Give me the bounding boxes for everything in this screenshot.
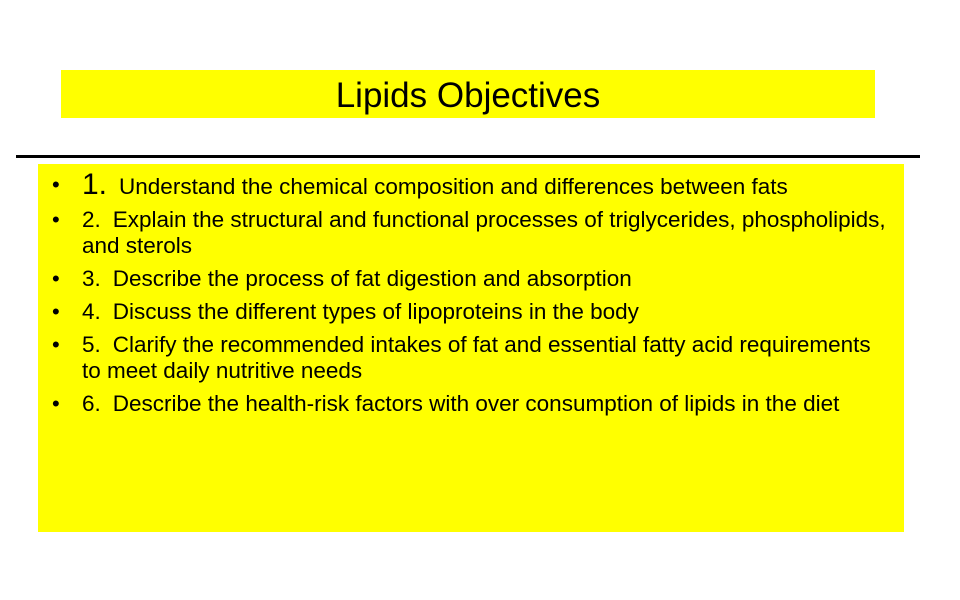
- objective-item-2: [38, 207, 904, 259]
- objective-text: Understand the chemical composition and differences between fats: [119, 174, 788, 199]
- objective-item-4: [38, 299, 904, 325]
- objective-text: Describe the health-risk factors with over consumption of lipids in the diet: [112, 391, 840, 416]
- objective-item-6: [38, 391, 904, 417]
- bullet-icon: •: [52, 391, 60, 416]
- bullet-icon: •: [52, 332, 60, 357]
- objective-text: Explain the structural and functional processes of triglycerides, phospholipids, and sterols: [82, 207, 886, 258]
- objective-number: 6.: [82, 391, 101, 416]
- slide-title: Lipids Objectives: [335, 75, 601, 115]
- bullet-icon: •: [52, 299, 60, 324]
- objective-item-5: [38, 332, 904, 384]
- bullet-icon: •: [52, 266, 60, 291]
- title-divider-rule: [16, 155, 920, 158]
- slide-title-box: [61, 70, 875, 118]
- objective-number: 5.: [82, 332, 101, 357]
- objective-item-3: [38, 266, 904, 292]
- bullet-icon: •: [52, 172, 60, 197]
- objective-number: 1.: [82, 168, 108, 201]
- objective-item-1: [38, 168, 904, 201]
- bullet-icon: •: [52, 207, 60, 232]
- objectives-box: [38, 164, 904, 532]
- objectives-list: [38, 168, 904, 424]
- objective-text: Describe the process of fat digestion and absorption: [112, 266, 632, 291]
- objective-number: 3.: [82, 266, 101, 291]
- objective-text: Discuss the different types of lipoproteins in the body: [112, 299, 639, 324]
- objective-number: 4.: [82, 299, 101, 324]
- objective-text: Clarify the recommended intakes of fat and essential fatty acid requirements to meet daily nutritive needs: [82, 332, 871, 383]
- objective-number: 2.: [82, 207, 101, 232]
